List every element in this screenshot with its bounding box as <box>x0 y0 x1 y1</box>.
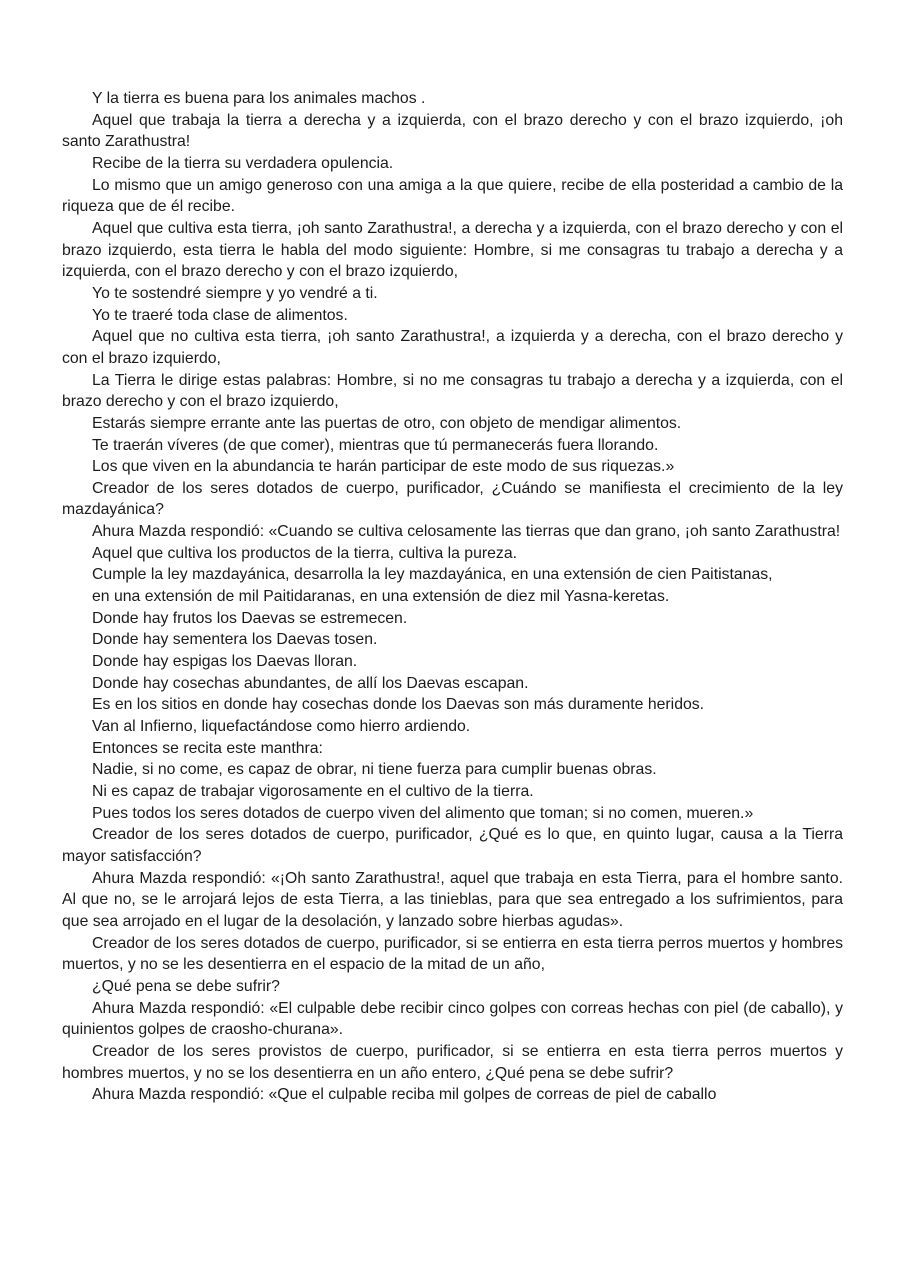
paragraph: en una extensión de mil Paitidaranas, en una extensión de diez mil Yasna-keretas. <box>92 588 670 606</box>
paragraph: Lo mismo que un amigo generoso con una amiga a la que quiere, recibe de ella posteridad a cambio de la riqueza que de él recibe. <box>62 176 843 216</box>
paragraph: Creador de los seres dotados de cuerpo, purificador, ¿Cuándo se manifiesta el crecimiento de la ley mazdayánica? <box>62 479 843 519</box>
paragraph: Creador de los seres provistos de cuerpo, purificador, si se entierra en esta tierra perros muertos y hombres muertos, y no se los desentierra en un año entero, ¿Qué pena se debe sufrir? <box>62 1042 843 1082</box>
paragraph: Yo te sostendré siempre y yo vendré a ti. <box>92 284 378 302</box>
paragraph: Estarás siempre errante ante las puertas de otro, con objeto de mendigar alimentos. <box>92 414 682 432</box>
paragraph: Cumple la ley mazdayánica, desarrolla la ley mazdayánica, en una extensión de cien Paitistanas, <box>92 566 773 584</box>
paragraph: Es en los sitios en donde hay cosechas donde los Daevas son más duramente heridos. <box>92 696 705 714</box>
paragraph: Recibe de la tierra su verdadera opulencia. <box>92 154 394 172</box>
paragraph: Te traerán víveres (de que comer), mientras que tú permanecerás fuera llorando. <box>92 436 659 454</box>
paragraph: Donde hay sementera los Daevas tosen. <box>92 631 378 649</box>
paragraph: Ahura Mazda respondió: «Que el culpable reciba mil golpes de correas de piel de caballo <box>92 1086 717 1104</box>
paragraph: Donde hay cosechas abundantes, de allí los Daevas escapan. <box>92 674 529 692</box>
paragraph: Donde hay espigas los Daevas lloran. <box>92 653 358 671</box>
paragraph: Creador de los seres dotados de cuerpo, purificador, ¿Qué es lo que, en quinto lugar, causa a la Tierra mayor satisfacción? <box>62 826 843 865</box>
paragraph: La Tierra le dirige estas palabras: Hombre, si no me consagras tu trabajo a derecha y a izquierda, con el brazo derecho y con el brazo izquierdo, <box>62 371 843 411</box>
paragraph: Yo te traeré toda clase de alimentos. <box>92 306 348 324</box>
paragraph: Ahura Mazda respondió: «El culpable debe recibir cinco golpes con correas hechas con piel (de caballo), y quinientos golpes de craosho-churana». <box>62 999 843 1039</box>
paragraph: Creador de los seres dotados de cuerpo, purificador, si se entierra en esta tierra perros muertos y hombres muertos, y no se les desentierra en el espacio de la mitad de un año, <box>62 934 843 974</box>
paragraph: Y la tierra es buena para los animales machos . <box>92 90 426 107</box>
paragraph: Aquel que cultiva esta tierra, ¡oh santo Zarathustra!, a derecha y a izquierda, con el brazo derecho y con el brazo izquierdo, esta tierra le habla del modo siguiente: Hombre, si me consagras tu trabajo a derecha y a izquierda, con el brazo derecho y con el brazo izquierdo, <box>62 219 843 281</box>
paragraph: Aquel que no cultiva esta tierra, ¡oh santo Zarathustra!, a izquierda y a derecha, con el brazo derecho y con el brazo izquierdo, <box>62 328 843 367</box>
paragraph: Ahura Mazda respondió: «Cuando se cultiva celosamente las tierras que dan grano, ¡oh santo Zarathustra! <box>92 523 841 541</box>
paragraph: Aquel que trabaja la tierra a derecha y a izquierda, con el brazo derecho y con el brazo izquierdo, ¡oh santo Zarathustra! <box>62 111 843 151</box>
paragraph: Ahura Mazda respondió: «¡Oh santo Zarathustra!, aquel que trabaja en esta Tierra, para el hombre santo. Al que no, se le arrojará lejos de esta Tierra, a las tinieblas, para que sea entregado a los sufrimientos, para que sea arrojado en el lugar de la desolación, y lanzado sobre hierbas agudas». <box>62 869 843 930</box>
paragraph: Pues todos los seres dotados de cuerpo viven del alimento que toman; si no comen, mueren.» <box>92 804 754 822</box>
paragraph: Entonces se recita este manthra: <box>92 739 323 757</box>
text-block <box>62 88 843 1106</box>
paragraph: Nadie, si no come, es capaz de obrar, ni tiene fuerza para cumplir buenas obras. <box>92 761 657 779</box>
paragraph: Ni es capaz de trabajar vigorosamente en el cultivo de la tierra. <box>92 783 534 800</box>
paragraph: ¿Qué pena se debe sufrir? <box>92 977 280 995</box>
paragraph: Van al Infierno, liquefactándose como hierro ardiendo. <box>92 718 471 736</box>
paragraph: Los que viven en la abundancia te harán participar de este modo de sus riquezas.» <box>92 458 675 476</box>
paragraph: Aquel que cultiva los productos de la tierra, cultiva la pureza. <box>92 544 517 562</box>
paragraph: Donde hay frutos los Daevas se estremecen. <box>92 609 408 627</box>
